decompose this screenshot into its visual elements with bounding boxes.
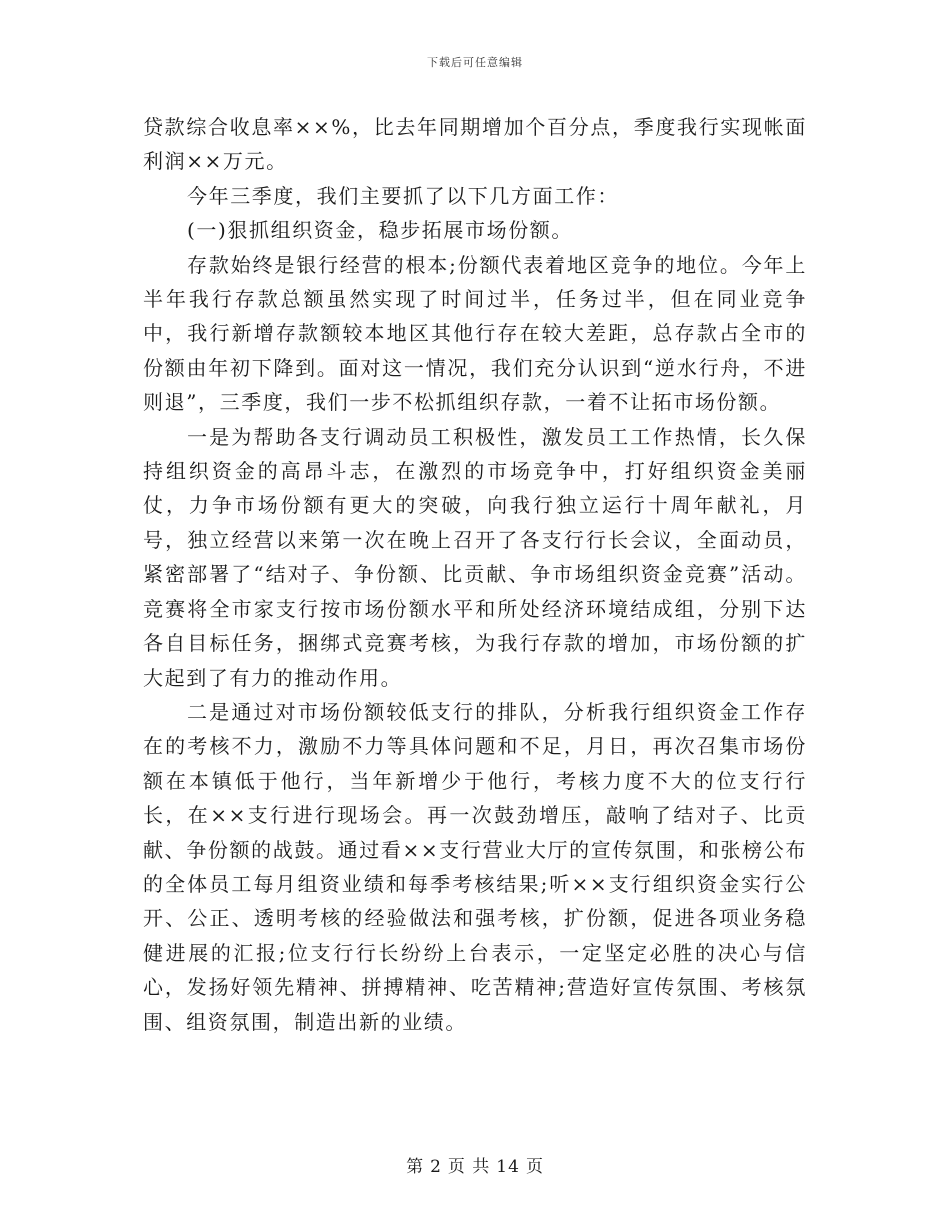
page-number-current: 2 [430, 1157, 442, 1177]
paragraph-continuation: 贷款综合收息率××%，比去年同期增加个百分点，季度我行实现帐面利润××万元。 [143, 115, 807, 174]
page-number-suffix: 页 [525, 1157, 544, 1177]
document-body [143, 110, 807, 1039]
page-header: 下载后可任意编辑 [427, 56, 523, 69]
page-number-total: 14 [496, 1157, 520, 1177]
paragraph-deposits: 存款始终是银行经营的根本;份额代表着地区竞争的地位。今年上半年我行存款总额虽然实现了时间过半，任务过半，但在同业竞争中，我行新增存款额较本地区其他行存在较大差距，总存款占全市的份额由年初下降到。面对这一情况，我们充分认识到“逆水行舟，不进则退”，三季度，我们一步不松抓组织存款，一着不让拓市场份额。 [143, 252, 807, 415]
paragraph-intro: 今年三季度，我们主要抓了以下几方面工作： [187, 183, 619, 208]
paragraph-point-one: 一是为帮助各支行调动员工积极性，激发员工工作热情，长久保持组织资金的高昂斗志，在激烈的市场竞争中，打好组织资金美丽仗，力争市场份额有更大的突破，向我行独立运行十周年献礼，月号，独立经营以来第一次在晚上召开了各支行行长会议，全面动员，紧密部署了“结对子、争份额、比贡献、争市场组织资金竞赛”活动。竞赛将全市家支行按市场份额水平和所处经济环境结成组，分别下达各自目标任务，捆绑式竞赛考核，为我行存款的增加，市场份额的扩大起到了有力的推动作用。 [143, 424, 807, 690]
page-number [0, 1152, 950, 1177]
paragraph-point-two: 二是通过对市场份额较低支行的排队，分析我行组织资金工作存在的考核不力，激励不力等具体问题和不足，月日，再次召集市场份额在本镇低于他行，当年新增少于他行，考核力度不大的位支行行长，在××支行进行现场会。再一次鼓劲增压，敲响了结对子、比贡献、争份额的战鼓。通过看××支行营业大厅的宣传氛围，和张榜公布的全体员工每月组资业绩和每季考核结果;听××支行组织资金实行公开、公正、透明考核的经验做法和强考核，扩份额，促进各项业务稳健进展的汇报;位支行行长纷纷上台表示，一定坚定必胜的决心与信心，发扬好领先精神、拼搏精神、吃苦精神;营造好宣传氛围、考核氛围、组资氛围，制造出新的业绩。 [143, 699, 807, 1034]
page-number-prefix: 第 [406, 1157, 425, 1177]
page-number-middle: 页 共 [447, 1157, 491, 1177]
section-heading: (一)狠抓组织资金，稳步拓展市场份额。 [187, 218, 574, 243]
